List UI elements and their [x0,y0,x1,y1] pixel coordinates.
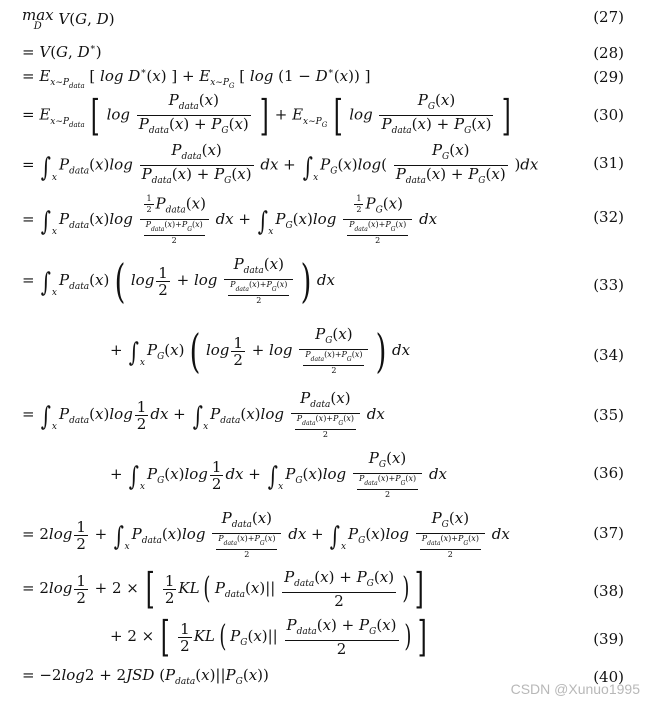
equation-29: = $E_{x\sim P_{data}}$ [ log D∗(x) ] + $E_{x\sim P_G}$ [ log (1 − D∗(x)) ] [22,67,371,90]
equation-38: = 2log $\frac{1}{2}$ + 2 × [ $\frac{1}{2}$ KL ( $P_{data}(x)||$ $\frac{P_{data}(x) + P_G(x)}{2}$ ) ] [22,564,425,613]
equation-30: = $E_{x\sim P_{data}}$ [ log $\frac{P_{data}(x)}{P_{data}(x) + P_G(x)}$ ] + $E_{x\sim P_G}$ [ log $\frac{P_G(x)}{P_{data}(x) + P_G(x)}$ ] [22,90,511,140]
csdn-watermark: CSDN @Xunuo1995 [510,681,640,697]
equation-27: max D V(G, D) [22,6,115,32]
equation-number: (36) [593,464,624,482]
equation-33: = $\int_xP_{data}(x)$ ( log $\frac{1}{2}$ + log $\frac{P_{data}(x)}{\frac{P_{data}(x)+P_G(x)}{2}}$ ) dx [22,254,335,308]
equation-number: (32) [593,208,624,226]
equation-36: + $\int_xP_G(x)\log$ $\frac{1}{2}$ dx + $\int_xP_G(x)\log$ $\frac{P_G(x)}{\frac{P_{data}(x)+P_G(x)}{2}}$ dx [110,449,447,499]
equation-number: (34) [593,346,624,364]
equation-number: (31) [593,154,624,172]
equation-37: = 2log $\frac{1}{2}$ + $\int_xP_{data}(x)\log$ $\frac{P_{data}(x)}{\frac{P_{data}(x)+P_G(x)}{2}}$ dx + $\int_xP_G(x)\log$ $\frac{P_G(x)}{\frac{P_{data}(x)+P_G(x)}{2}}$ dx [22,509,510,559]
equation-31: = $\int_xP_{data}(x)\log$ $\frac{P_{data}(x)}{P_{data}(x) + P_G(x)}$ dx + $\int_xP_G(x)\log$( $\frac{P_G(x)}{P_{data}(x) + P_G(x)}$ )dx [22,142,538,189]
equation-34: + $\int_xP_G(x)$ ( log $\frac{1}{2}$ + log $\frac{P_G(x)}{\frac{P_{data}(x)+P_G(x)}{2}}$ ) dx [110,324,411,378]
equation-number: (35) [593,406,624,424]
equation-number: (27) [593,8,624,26]
equation-40: = −2log2 + 2JSD $(P_{data}(x)||P_G(x))$ [22,666,269,687]
equation-number: (29) [593,68,624,86]
equation-28: = V(G, D∗) [22,43,102,61]
equation-number: (30) [593,106,624,124]
equation-39: + 2 × [ $\frac{1}{2}$ KL ( $P_G(x)||$ $\frac{P_{data}(x) + P_G(x)}{2}$ ) ] [110,612,427,661]
equation-number: (38) [593,582,624,600]
equation-number: (28) [593,44,624,62]
equation-number: (33) [593,276,624,294]
equation-number: (40) [593,668,624,686]
equation-number: (39) [593,630,624,648]
equation-32: = $\int_xP_{data}(x)\log$ $\frac{1}{2}$ $P_{data}(x)$ $\frac{P_{data}(x)+P_G(x)}{2}$ dx + $\int_xP_G(x)\log$ $\frac{1}{2}$ $P_G(x)$ $\frac{P_{data}(x)+P_G(x)}{2}$ dx [22,194,438,245]
equation-35: = $\int_xP_{data}(x)\log$ $\frac{1}{2}$ dx + $\int_xP_{data}(x)\log$ $\frac{P_{data}(x)}{\frac{P_{data}(x)+P_G(x)}{2}}$ dx [22,389,385,439]
equation-number: (37) [593,524,624,542]
